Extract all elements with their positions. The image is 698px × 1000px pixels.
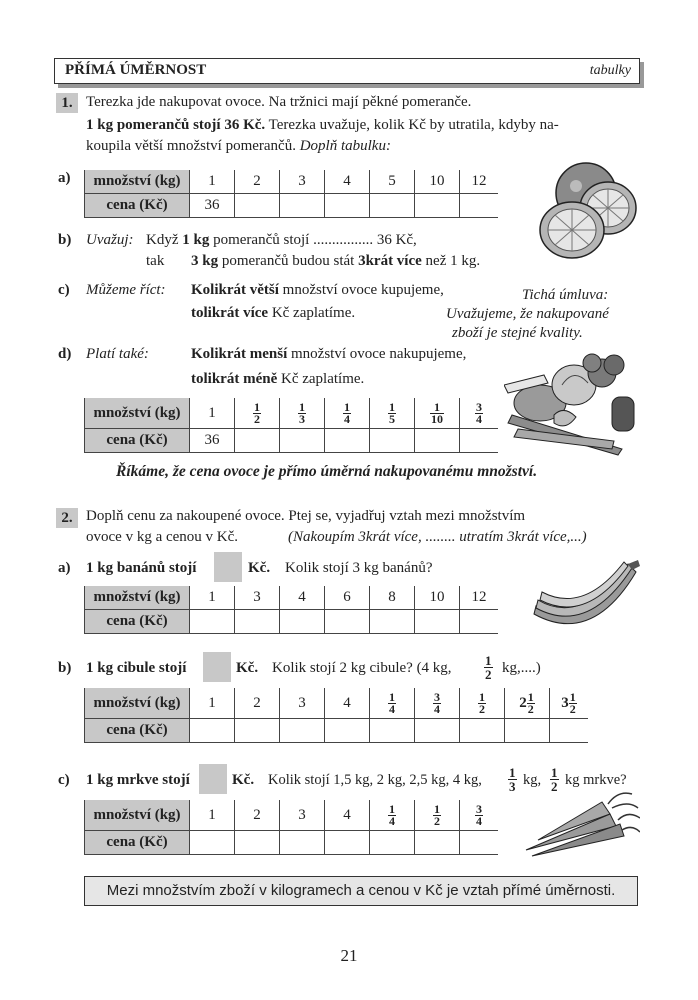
row-header-quantity: množství (kg): [85, 800, 190, 831]
cell-price[interactable]: [280, 429, 325, 453]
row-header-price: cena (Kč): [85, 429, 190, 453]
row-header-price: cena (Kč): [85, 194, 190, 218]
ex2-c-kc: Kč.: [232, 772, 255, 788]
page-number: 21: [340, 946, 358, 965]
cell-quantity: 4: [280, 586, 325, 610]
ex1-b-line2-text: 3 kg pomerančů budou stát 3krát více než 1 kg.: [191, 253, 481, 269]
cell-price[interactable]: [325, 831, 370, 855]
cell-quantity: $\frac{1}{2}$: [415, 800, 460, 831]
cell-price[interactable]: [370, 194, 415, 218]
cell-price[interactable]: [325, 610, 370, 634]
ex2-a-question: Kolik stojí 3 kg banánů?: [285, 560, 433, 576]
ex1-d-line1: Kolikrát menší množství ovoce nakupujeme,: [191, 346, 467, 362]
ex2-a-text: 1 kg banánů stojí: [86, 560, 197, 576]
ex1-d-line2: tolikrát méně Kč zaplatíme.: [191, 371, 365, 387]
cell-price[interactable]: [415, 719, 460, 743]
cell-quantity: $\frac{1}{2}$: [235, 398, 280, 429]
cell-quantity: $\frac{1}{5}$: [370, 398, 415, 429]
cell-quantity: $\frac{3}{4}$: [460, 800, 499, 831]
ex1-c-line2: tolikrát více Kč zaplatíme.: [191, 305, 356, 321]
cell-quantity: 3: [280, 170, 325, 194]
ex2-b-label: b): [58, 660, 72, 676]
cell-price[interactable]: [325, 429, 370, 453]
cell-price[interactable]: [235, 194, 280, 218]
cell-price[interactable]: [190, 719, 235, 743]
row-header-quantity: množství (kg): [85, 170, 190, 194]
ex1-line1: Terezka jde nakupovat ovoce. Na tržnici mají pěkné pomeranče.: [86, 94, 472, 110]
cell-price[interactable]: [235, 719, 280, 743]
cell-price[interactable]: [235, 610, 280, 634]
row-header-quantity: množství (kg): [85, 586, 190, 610]
cell-price[interactable]: [370, 429, 415, 453]
cell-price[interactable]: [235, 831, 280, 855]
exercise-1-number: 1.: [56, 93, 78, 113]
price-answer-box[interactable]: [203, 652, 231, 682]
ex1-a-label: a): [58, 170, 71, 186]
cell-quantity: 10: [415, 586, 460, 610]
ex1-line2: 1 kg pomerančů stojí 36 Kč. Terezka uvažuje, kolik Kč by utratila, kdyby na-: [86, 117, 559, 133]
oranges-illustration: [536, 158, 640, 262]
ex1-table-d: [84, 398, 498, 453]
ex1-b-line2: tak: [146, 253, 165, 269]
ex1-c-label: c): [58, 282, 70, 298]
cell-quantity: $\frac{1}{2}$: [460, 688, 505, 719]
ex2-c-question-mid: kg,: [523, 772, 542, 788]
cell-quantity: $\frac{1}{4}$: [325, 398, 370, 429]
cell-price[interactable]: [190, 831, 235, 855]
cell-quantity: 10: [415, 170, 460, 194]
ex2-c-text: 1 kg mrkve stojí: [86, 772, 190, 788]
ex2-b-question: Kolik stojí 2 kg cibule? (4 kg,: [272, 660, 452, 676]
cell-quantity: 3: [280, 800, 325, 831]
cell-quantity: 1: [190, 586, 235, 610]
ex2-c-question: Kolik stojí 1,5 kg, 2 kg, 2,5 kg, 4 kg,: [268, 772, 482, 788]
cell-quantity: 12: [460, 586, 499, 610]
ex1-d-label: d): [58, 346, 72, 362]
ex2-line2: ovoce v kg a cenou v Kč.: [86, 529, 239, 545]
ex2-b-kc: Kč.: [236, 660, 259, 676]
section-title: PŘÍMÁ ÚMĚRNOST: [65, 62, 207, 78]
cell-quantity: 12: [460, 170, 499, 194]
ex2-a-label: a): [58, 560, 71, 576]
cell-quantity: 4: [325, 688, 370, 719]
cell-quantity: 1: [190, 398, 235, 429]
cell-price[interactable]: [460, 719, 505, 743]
cell-quantity: 1: [190, 688, 235, 719]
ex2-b-text: 1 kg cibule stojí: [86, 660, 187, 676]
cell-price[interactable]: [235, 429, 280, 453]
cell-quantity: 6: [325, 586, 370, 610]
cell-price[interactable]: [280, 610, 325, 634]
fraction-third: $\frac{1}{3}$: [509, 765, 516, 794]
cell-quantity: 4: [325, 170, 370, 194]
vegetables-illustration: [504, 345, 640, 457]
cell-price[interactable]: [370, 831, 415, 855]
cell-quantity: $\frac{1}{10}$: [415, 398, 460, 429]
cell-price[interactable]: [460, 194, 499, 218]
cell-price[interactable]: [190, 610, 235, 634]
cell-quantity: 3: [235, 586, 280, 610]
ex1-line3: koupila větší množství pomerančů. Doplň tabulku:: [86, 138, 391, 154]
bananas-illustration: [532, 560, 640, 636]
ex1-c-line1: Kolikrát větší množství ovoce kupujeme,: [191, 282, 444, 298]
cell-quantity: $\frac{3}{4}$: [415, 688, 460, 719]
cell-quantity: 2: [235, 170, 280, 194]
cell-price[interactable]: [280, 194, 325, 218]
cell-quantity: 1: [190, 170, 235, 194]
cell-price[interactable]: 36: [190, 429, 235, 453]
section-tag: tabulky: [589, 63, 631, 78]
cell-price[interactable]: [280, 831, 325, 855]
fraction-half: $\frac{1}{2}$: [485, 653, 492, 682]
cell-price[interactable]: [505, 719, 550, 743]
ex2-table-b: [84, 688, 588, 743]
cell-quantity: 3: [280, 688, 325, 719]
row-header-price: cena (Kč): [85, 610, 190, 634]
cell-price[interactable]: [415, 831, 460, 855]
row-header-price: cena (Kč): [85, 831, 190, 855]
cell-price[interactable]: [325, 719, 370, 743]
ex2-line1: Doplň cenu za nakoupené ovoce. Ptej se, vyjadřuj vztah mezi množstvím: [86, 508, 526, 524]
cell-quantity: 1: [190, 800, 235, 831]
ex1-b-line1: Když 1 kg pomerančů stojí ................ 36 Kč,: [146, 232, 417, 248]
cell-quantity: $\frac{1}{3}$: [280, 398, 325, 429]
price-answer-box[interactable]: [199, 764, 227, 794]
cell-quantity: 3 $\frac{1}{2}$: [550, 688, 589, 719]
ex2-c-label: c): [58, 772, 70, 788]
ex2-a-kc: Kč.: [248, 560, 271, 576]
fraction-half: $\frac{1}{2}$: [551, 765, 558, 794]
cell-quantity: $\frac{1}{4}$: [370, 800, 415, 831]
cell-price[interactable]: [460, 429, 499, 453]
exercise-2-number: 2.: [56, 508, 78, 528]
ex1-d-word: Platí také:: [86, 346, 149, 362]
ex2-b-question-end: kg,....): [502, 660, 541, 676]
row-header-quantity: množství (kg): [85, 398, 190, 429]
row-header-quantity: množství (kg): [85, 688, 190, 719]
ex2-c-question-end: kg mrkve?: [565, 772, 627, 788]
carrots-illustration: [524, 790, 640, 860]
cell-quantity: 5: [370, 170, 415, 194]
ex1-conclusion: Říkáme, že cena ovoce je přímo úměrná nakupovanému množství.: [116, 463, 538, 480]
price-answer-box[interactable]: [214, 552, 242, 582]
cell-price[interactable]: [460, 610, 499, 634]
ex2-table-a: [84, 586, 498, 634]
cell-quantity: 2: [235, 688, 280, 719]
cell-price[interactable]: [550, 719, 589, 743]
ex1-b-label: b): [58, 232, 72, 248]
summary-box: Mezi množstvím zboží v kilogramech a cenou v Kč je vztah přímé úměrnosti.: [84, 876, 638, 906]
cell-price[interactable]: [460, 831, 499, 855]
cell-price[interactable]: [415, 429, 460, 453]
note-title: Tichá úmluva:: [522, 287, 609, 303]
ex1-b-word: Uvažuj:: [86, 232, 134, 248]
cell-quantity: 8: [370, 586, 415, 610]
cell-price[interactable]: [325, 194, 370, 218]
cell-quantity: 2: [235, 800, 280, 831]
cell-price[interactable]: 36: [190, 194, 235, 218]
cell-price[interactable]: [415, 194, 460, 218]
ex2-table-c: [84, 800, 498, 855]
row-header-price: cena (Kč): [85, 719, 190, 743]
note-line2: zboží je stejné kvality.: [452, 325, 583, 341]
cell-quantity: $\frac{3}{4}$: [460, 398, 499, 429]
ex1-table-a: [84, 170, 498, 218]
cell-price[interactable]: [415, 610, 460, 634]
cell-quantity: 4: [325, 800, 370, 831]
note-line1: Uvažujeme, že nakupované: [446, 306, 609, 322]
section-header: [54, 58, 640, 84]
cell-price[interactable]: [370, 719, 415, 743]
cell-quantity: $\frac{1}{4}$: [370, 688, 415, 719]
cell-quantity: 2 $\frac{1}{2}$: [505, 688, 550, 719]
cell-price[interactable]: [280, 719, 325, 743]
cell-price[interactable]: [370, 610, 415, 634]
ex1-c-word: Můžeme říct:: [86, 282, 166, 298]
ex2-line2-italic: (Nakoupím 3krát více, ........ utratím 3krát více,...): [288, 529, 587, 545]
